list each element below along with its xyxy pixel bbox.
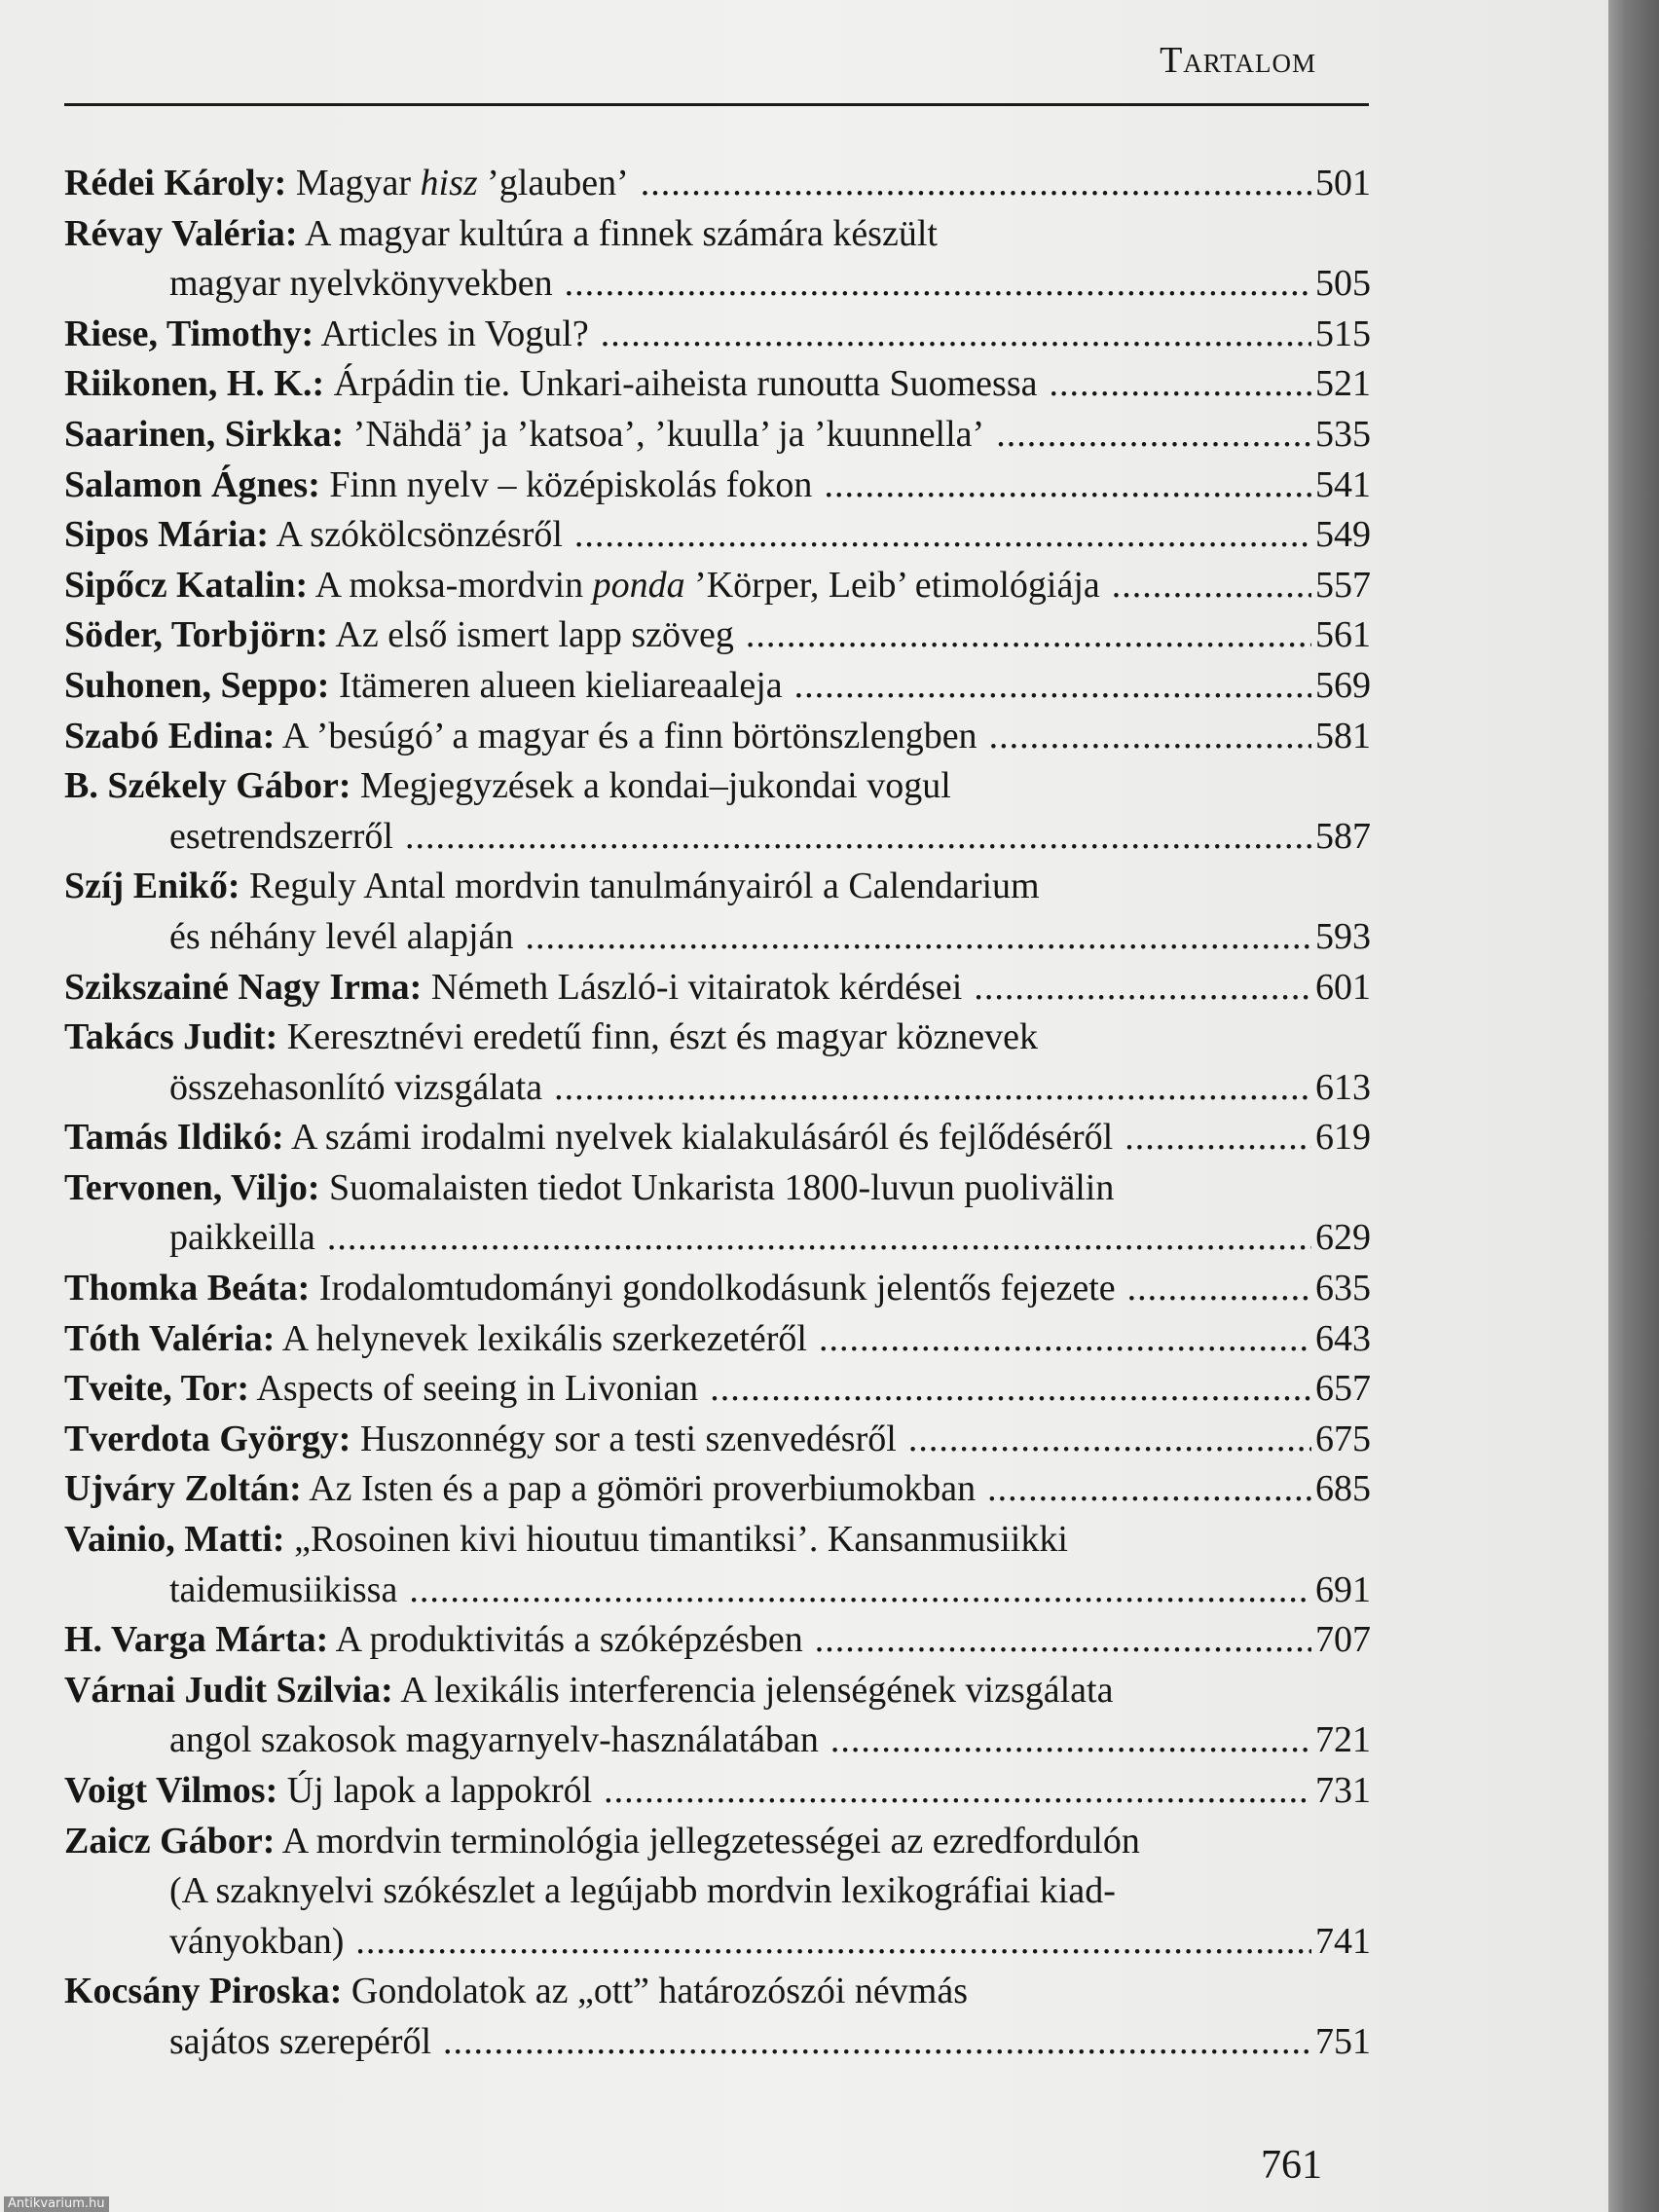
dot-leader [327,1213,1311,1264]
toc-entry [64,159,1371,209]
toc-title-segment: paikkeilla [169,1217,315,1259]
toc-entry-text [64,510,563,561]
toc-author: Zaicz Gábor: [64,1820,276,1862]
dot-leader [830,1715,1311,1766]
toc-entry-line [64,1967,1371,2017]
toc-title-segment: A helynevek lexikális szerkezetéről [275,1317,807,1359]
toc-entry-text [64,1264,1116,1314]
toc-entry [64,1464,1371,1515]
toc-entry-line [64,359,1371,410]
toc-entry-continuation [64,1917,1371,1968]
toc-entry-line [64,1464,1371,1515]
toc-entry-continuation [64,1715,1371,1766]
toc-author: Szikszainé Nagy Irma: [64,966,423,1008]
running-head: Tartalom [1160,40,1316,81]
toc-entry-text [169,2017,431,2068]
toc-entry-text [64,963,962,1014]
page-edge-shadow [1608,0,1659,2212]
page-number: 761 [1261,2143,1322,2188]
toc-page-number: 691 [1315,1568,1371,1610]
toc-entry-text [64,661,783,712]
toc-entry-text [169,259,553,310]
toc-author: Kocsány Piroska: [64,1971,343,2012]
toc-title-segment: Suomalaisten tiedot Unkarista 1800-luvun puolivälin [319,1166,1115,1208]
toc-entry-text [64,410,984,461]
dot-leader [1112,561,1311,611]
toc-page-number: 549 [1315,514,1371,556]
toc-title-segment: magyar nyelvkönyvekben [169,263,553,305]
toc-entry-text [64,1013,1038,1063]
toc-author: Tamás Ildikó: [64,1117,284,1159]
toc-entry-continuation [64,1063,1371,1114]
toc-entry-line [64,661,1371,712]
toc-entry-text [64,159,629,209]
toc-entry-text [64,761,951,812]
toc-entry-line [64,761,1371,812]
toc-entry [64,1766,1371,1817]
dot-leader [974,963,1311,1014]
toc-entry-continuation [64,259,1371,310]
toc-title-segment: A moksa-mordvin [308,564,593,606]
toc-title-segment: (A szaknyelvi szókészlet a legújabb mordvin lexikográfiai kiad- [169,1870,1116,1912]
dot-leader [554,1063,1311,1114]
toc-entry [64,561,1371,611]
toc-title-segment: A szókölcsönzésről [269,514,563,556]
dot-leader [815,1615,1311,1666]
dot-leader [565,259,1311,310]
toc-author: H. Varga Márta: [64,1619,329,1661]
dot-leader [1127,1264,1311,1314]
toc-author: Tverdota György: [64,1418,351,1459]
toc-entry [64,1013,1371,1113]
toc-author: Tervonen, Viljo: [64,1166,320,1208]
toc-entry [64,661,1371,712]
toc-entry [64,510,1371,561]
toc-entry-text [64,561,1100,611]
toc-entry [64,1415,1371,1465]
toc-title-segment: sajátos szerepéről [169,2020,432,2062]
toc-entry-line [64,1314,1371,1365]
dot-leader [601,310,1311,360]
toc-author: Vainio, Matti: [64,1519,285,1561]
toc-entry-line [64,561,1371,611]
toc-entry-line [64,209,1371,260]
toc-entry-text [64,1364,698,1415]
toc-entry [64,1364,1371,1415]
toc-title-segment: taidemusiikissa [169,1568,398,1610]
toc-title-segment: Articles in Vogul? [313,313,589,354]
toc-entry-text [64,1464,976,1515]
toc-page-number: 731 [1315,1770,1371,1811]
toc-entry-text [64,1113,1113,1163]
toc-entry-line [64,461,1371,511]
toc-title-segment: ványokban) [169,1920,345,1962]
dot-leader [794,661,1311,712]
toc-page-number: 657 [1315,1368,1371,1410]
toc-page-number: 721 [1315,1719,1371,1761]
toc-page-number: 601 [1315,966,1371,1008]
toc-entry-text [64,461,812,511]
toc-title-segment: angol szakosok magyarnyelv-használatában [169,1719,819,1761]
toc-author: Sipőcz Katalin: [64,564,309,606]
toc-author: Szíj Enikő: [64,866,240,907]
toc-entry-text [64,1615,803,1666]
toc-author: Tveite, Tor: [64,1368,249,1410]
dot-leader [443,2017,1311,2068]
toc-entry-text [169,1213,315,1264]
toc-title-segment: A mordvin terminológia jellegzetességei az ezredfordulón [275,1820,1140,1862]
dot-leader [989,712,1311,762]
toc-entry [64,461,1371,511]
toc-page-number: 741 [1315,1920,1371,1962]
toc-entry-line [64,310,1371,360]
toc-entry [64,310,1371,360]
dot-leader [996,410,1311,461]
toc-title-segment: Irodalomtudományi gondolkodásunk jelentős fejezete [310,1268,1116,1309]
toc-entry-text [64,862,1040,912]
toc-author: Söder, Torbjörn: [64,614,328,656]
toc-entry [64,410,1371,461]
toc-entry-text [169,1866,1116,1917]
toc-author: Riese, Timothy: [64,313,314,354]
toc-page-number: 707 [1315,1619,1371,1661]
toc-title-segment: A produktivitás a szóképzésben [328,1619,803,1661]
dot-leader [746,610,1311,661]
toc-entry-line [64,1364,1371,1415]
toc-entry-line [64,1264,1371,1314]
toc-entry-line [64,1113,1371,1163]
dot-leader [355,1917,1311,1968]
toc-author: Rédei Károly: [64,163,287,203]
toc-entry-text [169,1715,819,1766]
toc-page-number: 535 [1315,413,1371,455]
toc-title-segment: Gondolatok az „ott” határozószói névmás [342,1971,968,2012]
toc-entry-continuation [64,1866,1371,1917]
toc-entry [64,1113,1371,1163]
toc-entry [64,1314,1371,1365]
toc-page-number: 521 [1315,363,1371,405]
toc-author: Várnai Judit Szilvia: [64,1669,393,1711]
toc-entry-text [169,912,513,963]
toc-author: Sipos Mária: [64,514,270,556]
toc-entry-continuation [64,2017,1371,2068]
dot-leader [525,912,1311,963]
toc-page-number: 505 [1315,263,1371,305]
dot-leader [1124,1113,1311,1163]
toc-title-segment: Az Isten és a pap a gömöri proverbiumokban [301,1468,977,1510]
toc-author: B. Székely Gábor: [64,765,351,807]
dot-leader [405,812,1311,863]
toc-author: Riikonen, H. K.: [64,363,325,405]
toc-entry-text [64,1666,1113,1716]
toc-title-segment: Huszonnégy sor a testi szenvedésről [350,1418,897,1459]
toc-entry [64,862,1371,962]
toc-entry-line [64,1766,1371,1817]
toc-entry [64,1817,1371,1968]
table-of-contents [64,159,1371,2068]
toc-entry [64,209,1371,310]
toc-entry [64,1264,1371,1314]
toc-entry-line [64,610,1371,661]
toc-page-number: 619 [1315,1117,1371,1159]
toc-title-italic: ponda [592,564,685,606]
toc-entry-text [64,1967,968,2017]
dot-leader [710,1364,1311,1415]
toc-entry-text [64,1515,1068,1566]
toc-title-segment: összehasonlító vizsgálata [169,1066,543,1108]
dot-leader [641,159,1311,209]
toc-entry [64,1163,1371,1264]
dot-leader [409,1566,1311,1616]
toc-author: Szabó Edina: [64,715,276,756]
toc-entry-text [64,1817,1140,1867]
toc-entry [64,1967,1371,2067]
toc-entry [64,712,1371,762]
toc-title-segment: Magyar [286,163,421,203]
toc-title-segment: Megjegyzések a kondai–jukondai vogul [350,765,951,807]
toc-entry-text [169,812,393,863]
dot-leader [604,1766,1311,1817]
toc-title-segment: Finn nyelv – középiskolás fokon [319,463,813,505]
toc-page-number: 643 [1315,1317,1371,1359]
toc-author: Salamon Ágnes: [64,463,320,505]
toc-page-number: 515 [1315,313,1371,354]
toc-title-segment: Reguly Antal mordvin tanulmányairól a Calendarium [240,866,1040,907]
toc-page-number: 541 [1315,463,1371,505]
toc-page-number: 613 [1315,1066,1371,1108]
toc-title-segment: Árpádin tie. Unkari-aiheista runoutta Suomessa [324,363,1038,405]
toc-author: Thomka Beáta: [64,1268,311,1309]
dot-leader [908,1415,1311,1465]
toc-page-number: 751 [1315,2020,1371,2062]
toc-title-segment: ’glauben’ [477,163,629,203]
toc-entry-text [64,1163,1114,1214]
toc-title-segment: Itämeren alueen kieliareaaleja [329,664,783,706]
toc-entry-text [64,359,1037,410]
toc-author: Révay Valéria: [64,212,298,254]
toc-page-number: 561 [1315,614,1371,656]
toc-page-number: 593 [1315,915,1371,957]
toc-entry-line [64,862,1371,912]
dot-leader [987,1464,1311,1515]
toc-title-segment: A lexikális interferencia jelenségének vizsgálata [392,1669,1114,1711]
toc-entry-text [169,1917,344,1968]
toc-title-italic: hisz [420,163,478,203]
toc-entry-text [64,712,977,762]
toc-author: Takács Judit: [64,1016,278,1058]
dot-leader [1049,359,1311,410]
dot-leader [824,461,1311,511]
toc-author: Tóth Valéria: [64,1317,276,1359]
toc-entry-text [64,209,938,260]
toc-entry-line [64,963,1371,1014]
toc-title-segment: A magyar kultúra a finnek számára készült [297,212,938,254]
toc-entry [64,359,1371,410]
toc-author: Ujváry Zoltán: [64,1468,302,1510]
toc-entry-line [64,159,1371,209]
toc-entry [64,1666,1371,1766]
toc-entry-line [64,1013,1371,1063]
toc-title-segment: Aspects of seeing in Livonian [248,1368,699,1410]
toc-title-segment: „Rosoinen kivi hioutuu timantiksi’. Kansanmusiikki [284,1519,1068,1561]
toc-title-segment: és néhány levél alapján [169,915,514,957]
toc-page-number: 587 [1315,815,1371,857]
toc-entry-text [64,1415,897,1465]
toc-title-segment: ’Körper, Leib’ etimológiája [684,564,1100,606]
header-rule [64,103,1369,106]
toc-title-segment: Az első ismert lapp szöveg [328,614,734,656]
toc-entry-line [64,510,1371,561]
toc-page-number: 629 [1315,1217,1371,1259]
toc-author: Suhonen, Seppo: [64,664,330,706]
toc-page-number: 581 [1315,715,1371,756]
toc-page-number: 685 [1315,1468,1371,1510]
toc-title-segment: ’Nähdä’ ja ’katsoa’, ’kuulla’ ja ’kuunnella’ [344,413,985,455]
toc-entry-line [64,1415,1371,1465]
toc-title-segment: A számi irodalmi nyelvek kialakulásáról és fejlődéséről [283,1117,1114,1159]
toc-title-segment: Németh László-i vitairatok kérdései [422,966,963,1008]
toc-entry-continuation [64,1213,1371,1264]
watermark: Antikvarium.hu [4,2196,109,2212]
toc-entry-text [64,610,734,661]
toc-entry-line [64,1615,1371,1666]
toc-entry-line [64,1515,1371,1566]
dot-leader [574,510,1311,561]
toc-page-number: 501 [1315,163,1371,203]
toc-entry-text [169,1063,542,1114]
toc-entry-text [64,1314,807,1365]
toc-entry [64,761,1371,862]
toc-entry-continuation [64,812,1371,863]
toc-title-segment: Keresztnévi eredetű finn, észt és magyar köznevek [277,1016,1039,1058]
toc-entry [64,963,1371,1014]
toc-entry-continuation [64,1566,1371,1616]
toc-entry [64,1615,1371,1666]
toc-page-number: 569 [1315,664,1371,706]
toc-title-segment: A ’besúgó’ a magyar és a finn börtönszlengben [275,715,977,756]
toc-entry [64,1515,1371,1615]
toc-entry [64,610,1371,661]
toc-author: Voigt Vilmos: [64,1770,278,1811]
toc-entry-line [64,1163,1371,1214]
toc-page-number: 675 [1315,1418,1371,1459]
dot-leader [819,1314,1311,1365]
toc-entry-line [64,712,1371,762]
toc-entry-line [64,1817,1371,1867]
toc-entry-text [64,1766,592,1817]
toc-entry-text [169,1566,397,1616]
toc-page-number: 635 [1315,1268,1371,1309]
toc-entry-line [64,1666,1371,1716]
toc-entry-line [64,410,1371,461]
toc-entry-continuation [64,912,1371,963]
toc-page-number: 557 [1315,564,1371,606]
toc-author: Saarinen, Sirkka: [64,413,345,455]
toc-title-segment: esetrendszerről [169,815,393,857]
toc-title-segment: Új lapok a lappokról [277,1770,593,1811]
toc-entry-text [64,310,589,360]
